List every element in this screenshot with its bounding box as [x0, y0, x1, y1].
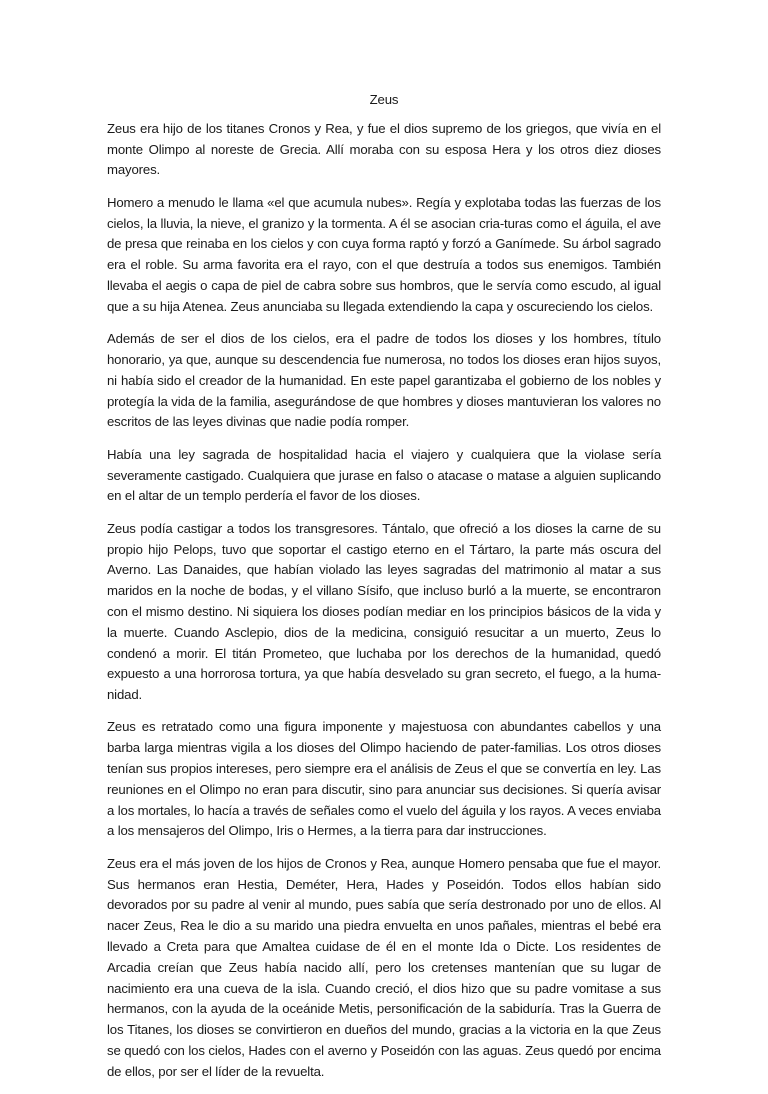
paragraph-5: Zeus podía castigar a todos los transgresores. Tántalo, que ofreció a los dioses la carne de su propio hijo Pelops, tuvo que soportar el castigo eterno en el Tártaro, la parte más oscura del Averno. Las Danaides, que habían violado las leyes sagradas del matrimonio al matar a sus maridos en la noche de bodas, y el villano Sísifo, que incluso burló a la muerte, se encontraron con el mismo destino. Ni siquiera los dioses podían mediar en los principios básicos de la vida y la muerte. Cuando Asclepio, dios de la medicina, consiguió resucitar a un muerto, Zeus lo condenó a morir. El titán Prometeo, que luchaba por los derechos de la humanidad, quedó expuesto a una horrorosa tortura, ya que había desvelado su gran secreto, el fuego, a la huma-nidad.: [107, 520, 661, 703]
paragraph-2: Homero a menudo le llama «el que acumula nubes». Regía y explotaba todas las fuerzas de los cielos, la lluvia, la nieve, el granizo y la tormenta. A él se asocian cria-turas como el águila, el ave de presa que reinaba en los cielos y con cuya forma raptó y forzó a Ganímede. Su árbol sagrado era el roble. Su arma favorita era el rayo, con el que destruía a todos sus enemigos. También llevaba el aegis o capa de piel de cabra sobre sus hombros, que le servía como escudo, al igual que a su hija Atenea. Zeus anunciaba su llegada extendiendo la capa y oscureciendo los cielos.: [107, 194, 661, 314]
paragraph-1: Zeus era hijo de los titanes Cronos y Rea, y fue el dios supremo de los griegos, que vivía en el monte Olimpo al noreste de Grecia. Allí moraba con su esposa Hera y los otros diez dioses mayores.: [107, 120, 661, 178]
paragraph-7: Zeus era el más joven de los hijos de Cronos y Rea, aunque Homero pensaba que fue el mayor. Sus hermanos eran Hestia, Deméter, Hera, Hades y Poseidón. Todos ellos habían sido devorados por su padre al venir al mundo, pues sabía que sería destronado por uno de ellos. Al nacer Zeus, Rea le dio a su marido una piedra envuelta en unos pañales, mientras el bebé era llevado a Creta para que Amaltea cuidase de él en el monte Ida o Dicte. Los residentes de Arcadia creían que Zeus había nacido allí, pero los cretenses mantenían que su lugar de nacimiento era una cueva de la isla. Cuando creció, el dios hizo que su padre vomitase a sus hermanos, con la ayuda de la oceánide Metis, personificación de la sabiduría. Tras la Guerra de los Titanes, los dioses se convirtieron en dueños del mundo, gracias a la victoria en la que Zeus se quedó con los cielos, Hades con el averno y Poseidón con las aguas. Zeus quedó por encima de ellos, por ser el líder de la revuelta.: [107, 855, 661, 1079]
paragraph-4: Había una ley sagrada de hospitalidad hacia el viajero y cualquiera que la violase sería severamente castigado. Cualquiera que jurase en falso o atacase o matase a alguien suplicando en el altar de un templo perdería el favor de los dioses.: [107, 446, 661, 504]
paragraph-6: Zeus es retratado como una figura imponente y majestuosa con abundantes cabellos y una barba larga mientras vigila a los dioses del Olimpo haciendo de pater-familias. Los otros dioses tenían sus propios intereses, pero siempre era el análisis de Zeus el que se convertía en ley. Las reuniones en el Olimpo no eran para discutir, sino para anunciar sus decisiones. Si quería avisar a los mortales, lo hacía a través de señales como el vuelo del águila y los rayos. A veces enviaba a los mensajeros del Olimpo, Iris o Hermes, a la tierra para dar instrucciones.: [107, 719, 661, 839]
document-title: Zeus: [369, 92, 399, 107]
document-page: [107, 90, 661, 1094]
paragraph-3: Además de ser el dios de los cielos, era el padre de todos los dioses y los hombres, título honorario, ya que, aunque su descendencia fue numerosa, no todos los dioses eran hijos suyos, ni había sido el creador de la humanidad. En este papel garantizaba el gobierno de los nobles y protegía la vida de la familia, asegurándose de que hombres y dioses mantuvieran los valores no escritos de las leyes divinas que nadie podía romper.: [107, 331, 661, 430]
